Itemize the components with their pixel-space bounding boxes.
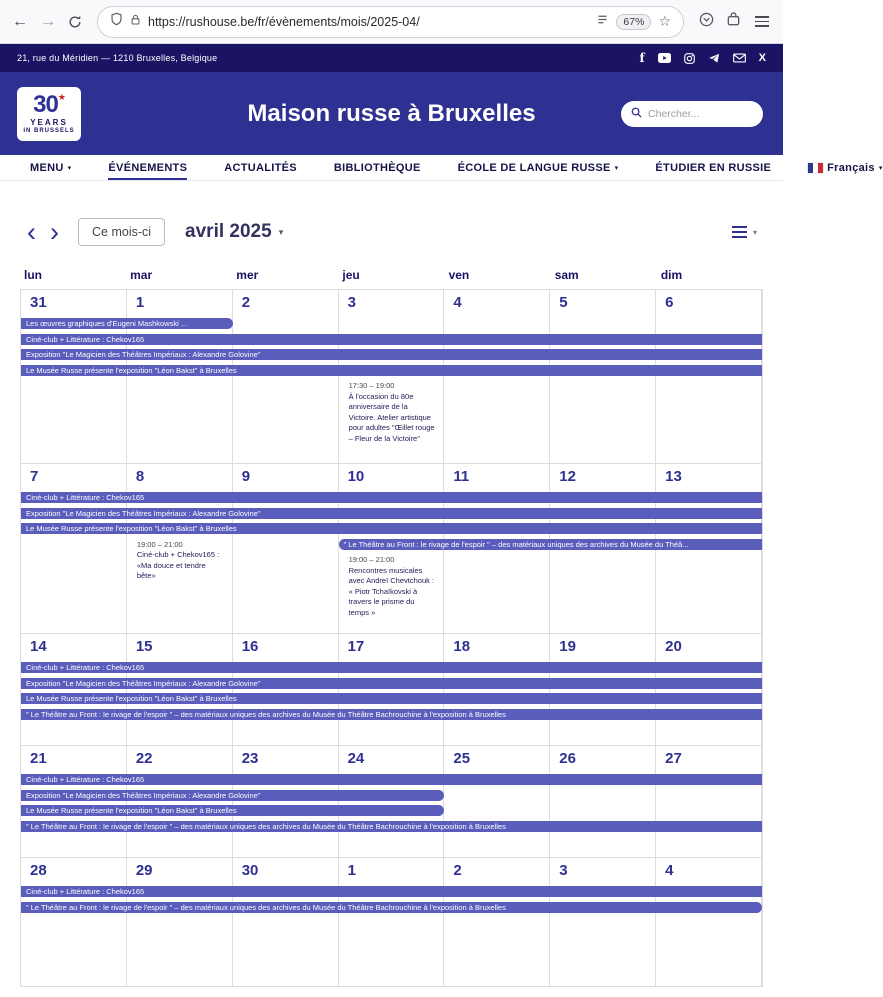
- main-nav: [0, 155, 883, 181]
- nav-item-francais[interactable]: [808, 155, 882, 180]
- date-number: 13: [665, 468, 682, 485]
- date-number: 29: [135, 862, 153, 879]
- date-number: 17: [347, 638, 365, 655]
- logo-sub1: YEARS: [30, 118, 68, 127]
- search-input[interactable]: [648, 108, 753, 120]
- event-bar[interactable]: Ciné-club + Littérature : Chekov165: [21, 886, 762, 897]
- nav-item-ecole-de-langue-russe[interactable]: [458, 155, 619, 180]
- chevron-down-icon: ▾: [278, 226, 284, 237]
- reader-mode-icon[interactable]: [596, 13, 609, 31]
- url-bar[interactable]: [98, 7, 683, 37]
- back-icon[interactable]: ←: [12, 12, 28, 30]
- nav-item-menu[interactable]: [30, 155, 71, 180]
- date-number: 23: [241, 750, 259, 767]
- nav-label: ÉVÉNEMENTS: [108, 161, 188, 174]
- x-icon[interactable]: X: [758, 52, 766, 64]
- date-number: 16: [241, 638, 259, 655]
- nav-item-bibliotheque[interactable]: [334, 155, 421, 180]
- address-text: 21, rue du Méridien — 1210 Bruxelles, Belgique: [17, 53, 218, 63]
- next-month-button[interactable]: ›: [50, 217, 59, 247]
- date-number: 18: [453, 638, 471, 655]
- email-icon[interactable]: [733, 53, 746, 63]
- today-button[interactable]: Ce mois-ci: [78, 218, 165, 246]
- day-cell[interactable]: [550, 858, 656, 986]
- day-cell[interactable]: [656, 634, 762, 745]
- instagram-icon[interactable]: [684, 53, 695, 64]
- day-header-dim: dim: [660, 268, 683, 282]
- day-cell[interactable]: [444, 290, 550, 463]
- date-number: 28: [30, 862, 47, 879]
- day-header-ven: ven: [448, 268, 470, 282]
- calendar-week-row: [21, 634, 762, 746]
- site-title: Maison russe à Bruxelles: [247, 99, 536, 127]
- calendar-week-row: [21, 746, 762, 858]
- shield-icon[interactable]: [110, 12, 123, 31]
- logo-sub2: IN BRUSSELS: [23, 128, 75, 134]
- event-bar[interactable]: " Le Théâtre au Front : le rivage de l'espoir " – des matériaux uniques des archives du Musée du Théâtre Bachrouchine à l'exposition à Bruxelles: [21, 709, 762, 720]
- day-cell[interactable]: [550, 746, 656, 857]
- day-cell[interactable]: [339, 746, 445, 857]
- day-cell[interactable]: [233, 858, 339, 986]
- date-number: 20: [665, 638, 682, 655]
- day-cell[interactable]: [21, 634, 127, 745]
- event-bar[interactable]: Le Musée Russe présente l'exposition "Léon Bakst" à Bruxelles: [21, 365, 762, 376]
- day-cell[interactable]: [233, 290, 339, 463]
- event-time: 19:00 – 21:00: [136, 539, 183, 549]
- event-bar[interactable]: Le Musée Russe présente l'exposition "Léon Bakst" à Bruxelles: [21, 523, 762, 534]
- event-time: 19:00 – 21:00: [348, 555, 395, 564]
- day-cell[interactable]: [550, 290, 656, 463]
- site-logo[interactable]: [17, 87, 81, 141]
- day-cell[interactable]: [444, 746, 550, 857]
- date-number: 27: [665, 750, 682, 767]
- nav-label: ÉTUDIER EN RUSSIE: [655, 161, 772, 174]
- zoom-indicator[interactable]: 67%: [616, 14, 651, 30]
- date-number: 3: [559, 862, 568, 879]
- top-contact-bar: [0, 44, 783, 72]
- url-text: https://rushouse.be/fr/évènements/mois/2025-04/: [148, 14, 420, 29]
- day-cell[interactable]: [127, 290, 233, 463]
- logo-number: 30: [33, 91, 58, 118]
- nav-label: Français: [827, 161, 875, 174]
- date-number: 19: [559, 638, 576, 655]
- day-header-lun: lun: [24, 268, 42, 282]
- extensions-icon[interactable]: [726, 12, 741, 32]
- day-cell[interactable]: [127, 634, 233, 745]
- day-cell[interactable]: [21, 464, 127, 633]
- date-number: 9: [241, 468, 251, 485]
- day-cell[interactable]: [233, 464, 339, 633]
- day-cell[interactable]: [339, 858, 445, 986]
- event-bar[interactable]: " Le Théâtre au Front : le rivage de l'espoir " – des matériaux uniques des archives du Musée du Théâtre Bachrouchine à l'exposition à Bruxelles: [21, 821, 762, 832]
- day-header-mar: mar: [130, 268, 153, 282]
- date-number: 3: [347, 294, 356, 311]
- event-bar[interactable]: " Le Théâtre au Front : le rivage de l'espoir " – des matériaux uniques des archives du Musée du Théâtre Bachrouchine à l'exposition à Bruxelles: [21, 902, 762, 913]
- bookmark-star-icon[interactable]: ☆: [658, 13, 671, 29]
- forward-icon[interactable]: →: [40, 12, 56, 30]
- nav-item-evenements[interactable]: [108, 155, 187, 180]
- event-bar[interactable]: Le Musée Russe présente l'exposition "Léon Bakst" à Bruxelles: [21, 693, 762, 704]
- day-cell[interactable]: [21, 746, 127, 857]
- timed-event[interactable]: [339, 555, 445, 618]
- event-bar[interactable]: Exposition "Le Magicien des Théâtres Impériaux : Alexandre Golovine": [21, 349, 762, 360]
- app-menu-icon[interactable]: [753, 14, 771, 29]
- day-cell[interactable]: [444, 858, 550, 986]
- timed-event[interactable]: [127, 540, 233, 582]
- pocket-icon[interactable]: [699, 12, 714, 32]
- day-header-jeu: jeu: [342, 268, 360, 282]
- date-number: 2: [453, 862, 462, 879]
- chevron-down-icon: ▾: [752, 227, 757, 237]
- calendar-toolbar: [20, 211, 763, 253]
- event-title: À l'occasion du 80e anniversaire de la Victoire. Atelier artistique pour adultes "Œillet rouge – Fleur de la Victoire": [348, 391, 435, 443]
- event-bar[interactable]: Ciné-club + Littérature : Chekov165: [21, 774, 762, 785]
- calendar-week-row: [21, 464, 762, 634]
- date-number: 25: [453, 750, 471, 767]
- day-cell[interactable]: [656, 746, 762, 857]
- day-cell[interactable]: [656, 858, 762, 986]
- date-number: 21: [30, 750, 47, 767]
- date-number: 31: [30, 294, 47, 311]
- event-bar[interactable]: Le Musée Russe présente l'exposition "Léon Bakst" à Bruxelles: [21, 805, 444, 816]
- event-title: Ciné-club + Chekov165 : «Ma douce et tendre bête»: [136, 550, 220, 580]
- browser-toolbar: [0, 0, 783, 44]
- chevron-down-icon: ▾: [67, 164, 72, 172]
- day-cell[interactable]: [233, 634, 339, 745]
- event-bar[interactable]: Les œuvres graphiques d'Eugeni Mashkowski ...: [21, 318, 233, 329]
- day-headers: [20, 261, 763, 289]
- search-icon: [631, 105, 642, 123]
- date-number: 5: [559, 294, 568, 311]
- event-time: 17:30 – 19:00: [348, 381, 395, 390]
- search-box[interactable]: [621, 101, 763, 127]
- event-title: Rencontres musicales avec Andreï Chevtchouk : « Piotr Tchaïkovski à travers le prisme du temps »: [348, 565, 435, 617]
- site-header: [0, 72, 783, 155]
- french-flag-icon: [808, 163, 823, 173]
- reload-icon[interactable]: [68, 15, 82, 29]
- chevron-down-icon: ▾: [614, 164, 619, 172]
- date-number: 14: [30, 638, 47, 655]
- month-title-dropdown[interactable]: [185, 221, 283, 243]
- date-number: 1: [135, 294, 145, 311]
- chevron-down-icon: ▾: [878, 164, 883, 172]
- event-bar[interactable]: Exposition "Le Magicien des Théâtres Impériaux : Alexandre Golovine": [21, 508, 762, 519]
- list-view-icon: [732, 226, 747, 238]
- nav-label: ACTUALITÉS: [224, 161, 297, 174]
- nav-label: BIBLIOTHÈQUE: [333, 161, 421, 174]
- day-cell[interactable]: [656, 290, 762, 463]
- date-number: 8: [135, 468, 145, 485]
- day-cell[interactable]: [21, 858, 127, 986]
- nav-item-etudier-en-russie[interactable]: [655, 155, 771, 180]
- date-number: 6: [665, 294, 674, 311]
- date-number: 7: [30, 468, 39, 485]
- date-number: 4: [453, 294, 462, 311]
- month-calendar: [20, 261, 763, 987]
- day-cell[interactable]: [127, 858, 233, 986]
- date-number: 22: [135, 750, 153, 767]
- day-header-sam: sam: [554, 268, 579, 282]
- date-number: 1: [347, 862, 356, 879]
- view-menu-button[interactable]: [732, 226, 763, 238]
- day-cell[interactable]: [339, 634, 445, 745]
- social-links: [639, 51, 766, 65]
- day-header-mer: mer: [236, 268, 259, 282]
- timed-event[interactable]: [339, 381, 445, 444]
- calendar-weeks: [20, 289, 763, 987]
- calendar-week-row: [21, 858, 762, 986]
- date-number: 12: [559, 468, 576, 485]
- day-cell[interactable]: [550, 634, 656, 745]
- nav-label: MENU: [30, 161, 64, 174]
- nav-item-actualites[interactable]: [224, 155, 297, 180]
- month-title: avril 2025: [185, 221, 272, 242]
- date-number: 24: [347, 750, 365, 767]
- day-cell[interactable]: [233, 746, 339, 857]
- lock-icon[interactable]: [130, 13, 141, 31]
- date-number: 30: [241, 862, 259, 879]
- event-bar[interactable]: Exposition "Le Magicien des Théâtres Impériaux : Alexandre Golovine": [21, 678, 762, 689]
- event-bar[interactable]: Ciné-club + Littérature : Chekov165: [21, 334, 762, 345]
- facebook-icon[interactable]: f: [639, 51, 645, 65]
- date-number: 10: [347, 468, 365, 485]
- day-cell[interactable]: [127, 746, 233, 857]
- event-bar[interactable]: Ciné-club + Littérature : Chekov165: [21, 492, 762, 503]
- red-star-icon: ★: [57, 92, 65, 102]
- event-bar[interactable]: Ciné-club + Littérature : Chekov165: [21, 662, 762, 673]
- event-bar[interactable]: " Le Théâtre au Front : le rivage de l'espoir " – des matériaux uniques des archives du Musée du Théâ...: [339, 539, 762, 550]
- telegram-icon[interactable]: [708, 53, 720, 64]
- date-number: 26: [559, 750, 576, 767]
- date-number: 11: [453, 468, 470, 485]
- day-cell[interactable]: [444, 634, 550, 745]
- date-number: 2: [241, 294, 251, 311]
- youtube-icon[interactable]: [658, 53, 671, 63]
- date-number: 15: [135, 638, 153, 655]
- nav-label: ÉCOLE DE LANGUE RUSSE: [457, 161, 611, 174]
- event-bar[interactable]: Exposition "Le Magicien des Théâtres Impériaux : Alexandre Golovine": [21, 790, 444, 801]
- day-cell[interactable]: [21, 290, 127, 463]
- prev-month-button[interactable]: ‹: [27, 217, 36, 247]
- calendar-week-row: [21, 290, 762, 464]
- date-number: 4: [665, 862, 674, 879]
